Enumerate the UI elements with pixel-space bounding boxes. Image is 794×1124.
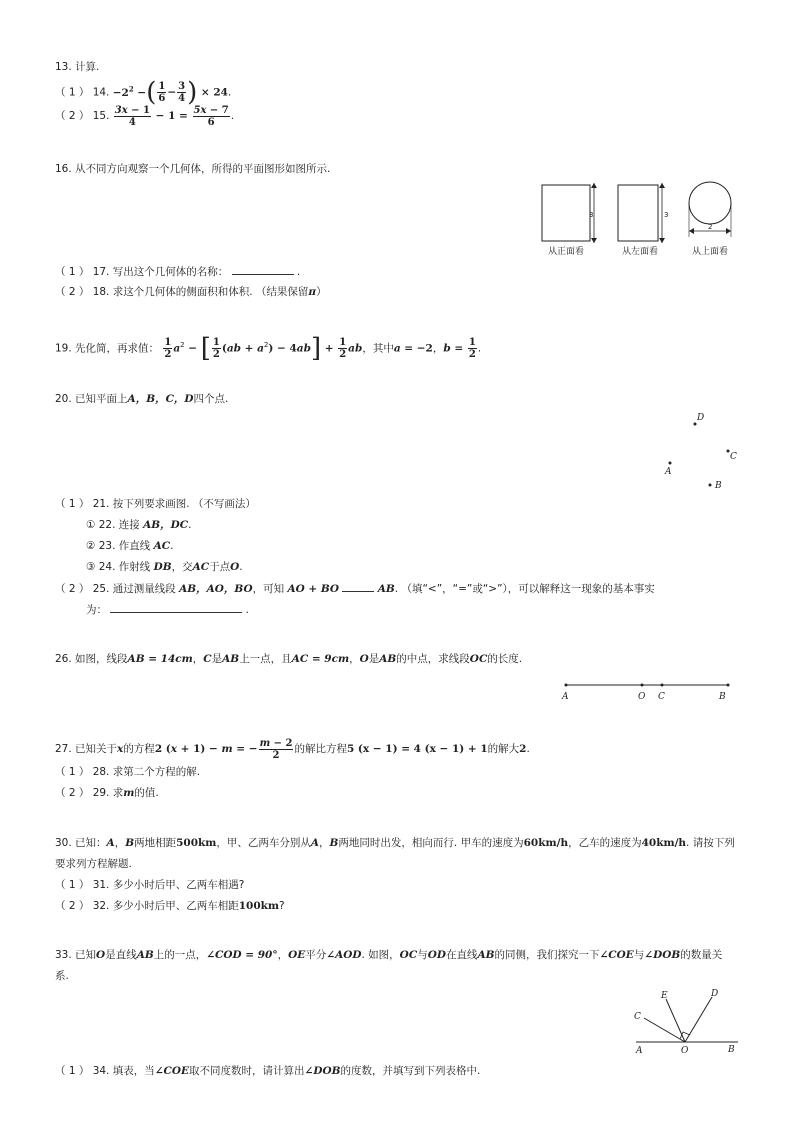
- q26-segment-figure: [558, 678, 748, 704]
- q13-part2: （ 2 ） 15. $\frac{3x - 1}{4}$ − 1 = $\frac{5x - 7}{6}$ .: [55, 104, 235, 128]
- ray-oe: [666, 999, 685, 1042]
- q27-title: 27. 已知关于x的方程2 (x + 1) − m = − $\frac{m - 2}{2}$ 的解比方程5 (x − 1) = 4 (x − 1) + 1的解大2.: [55, 737, 530, 761]
- svg-text:D: D: [711, 989, 719, 999]
- q30-line1: 30. 已知：A，B两地相距500km，甲、乙两车分别从A，B两地同时出发，相向而行. 甲车的速度为60km/h，乙车的速度为40km/h. 请按下列: [55, 837, 735, 849]
- point-b: [709, 484, 712, 487]
- front-view-rect: [542, 185, 590, 241]
- svg-text:A: A: [665, 467, 672, 477]
- ray-od: [685, 997, 712, 1042]
- svg-text:C: C: [730, 452, 737, 462]
- q30-line2: 要求列方程解题.: [55, 858, 132, 870]
- q30-part2: （ 2 ） 32. 多少小时后甲、乙两车相距100km?: [55, 900, 285, 912]
- q19-line: 19. 先化简，再求值： $\frac{1}{2}$ $a^2$ − [ $\frac{1}{2}$ $(ab + a^2) - 4ab$] + $\frac{1}{2}$ ab，其中a = −2，b = $\frac{1}{2}$ .: [55, 333, 482, 364]
- q33-line1: 33. 已知O是直线AB上的一点，∠COD = 90°，OE平分∠AOD. 如图，OC与OD在直线AB的同侧，我们探究一下∠COE与∠DOB的数量关: [55, 949, 723, 961]
- q13-title: 13. 计算.: [55, 61, 100, 73]
- q20-step1: ① 22. 连接 AB，DC.: [86, 519, 192, 531]
- q13-expr2-left: $\frac{3x - 1}{4}$: [114, 104, 150, 128]
- q20-step3: ③ 24. 作射线 DB，交AC于点O.: [86, 561, 243, 573]
- top-view-circle: [689, 182, 731, 224]
- left-view-caption: 从左面看: [622, 247, 659, 257]
- q20-title: 20. 已知平面上A，B，C，D四个点.: [55, 393, 229, 405]
- svg-text:B: B: [715, 481, 722, 491]
- q20-points-figure: [655, 408, 745, 498]
- svg-text:E: E: [661, 991, 668, 1001]
- q13-part1: （ 1 ） 14. $-2^2$ −( $\frac{1}{6}$ − $\frac{3}{4}$ ) × 24.: [55, 77, 232, 108]
- q27-part1: （ 1 ） 28. 求第二个方程的解.: [55, 766, 201, 778]
- top-diameter-label: 2: [708, 223, 713, 231]
- q16-answer-blank[interactable]: [232, 264, 294, 275]
- svg-text:O: O: [681, 1046, 689, 1056]
- svg-text:A: A: [562, 692, 569, 702]
- svg-text:O: O: [638, 692, 646, 702]
- q20-step2: ② 23. 作直线 AC.: [86, 540, 174, 552]
- q20-part2: （ 2 ） 25. 通过测量线段 AB，AO，BO，可知 AO + BO AB. （填“<”，“=”或“>”），可以解释这一现象的基本事实: [55, 583, 655, 595]
- q16-title: 16. 从不同方向观察一个几何体，所得的平面图形如图所示.: [55, 163, 331, 175]
- q16-part2: （ 2 ） 18. 求这个几何体的侧面积和体积. （结果保留π）: [55, 286, 327, 298]
- ray-oc: [644, 1018, 685, 1042]
- svg-text:B: B: [728, 1045, 735, 1055]
- q20-part1: （ 1 ） 21. 按下列要求画图. （不写画法）: [55, 498, 256, 510]
- q20-part2-line2: 为： .: [86, 604, 250, 616]
- q16-three-view-figure: [538, 175, 738, 265]
- svg-text:A: A: [636, 1046, 643, 1056]
- q30-part1: （ 1 ） 31. 多少小时后甲、乙两车相遇?: [55, 879, 245, 891]
- q26-title: 26. 如图，线段AB = 14cm，C是AB上一点，且AC = 9cm，O是AB的中点，求线段OC的长度.: [55, 653, 523, 665]
- front-height-label: 3: [589, 211, 594, 219]
- q13-expr1: $-2^2$ −: [112, 84, 147, 99]
- svg-text:C: C: [658, 692, 665, 702]
- q20-compare-blank[interactable]: [342, 581, 374, 592]
- q20-fact-blank[interactable]: [110, 602, 242, 613]
- svg-text:D: D: [697, 413, 705, 423]
- top-view-caption: 从上面看: [692, 247, 729, 257]
- left-view-rect: [618, 185, 658, 241]
- q16-part1: （ 1 ） 17. 写出这个几何体的名称： .: [55, 266, 301, 278]
- q33-angle-figure: [628, 985, 743, 1060]
- svg-text:B: B: [719, 692, 726, 702]
- point-a: [669, 462, 672, 465]
- q33-line2: 系.: [55, 970, 69, 982]
- left-height-label: 3: [664, 211, 669, 219]
- q27-part2: （ 2 ） 29. 求m的值.: [55, 787, 159, 799]
- q33-part1: （ 1 ） 34. 填表，当∠COE取不同度数时，请计算出∠DOB的度数，并填写到下列表格中.: [55, 1065, 481, 1077]
- front-view-caption: 从正面看: [548, 247, 585, 257]
- svg-text:C: C: [634, 1012, 641, 1022]
